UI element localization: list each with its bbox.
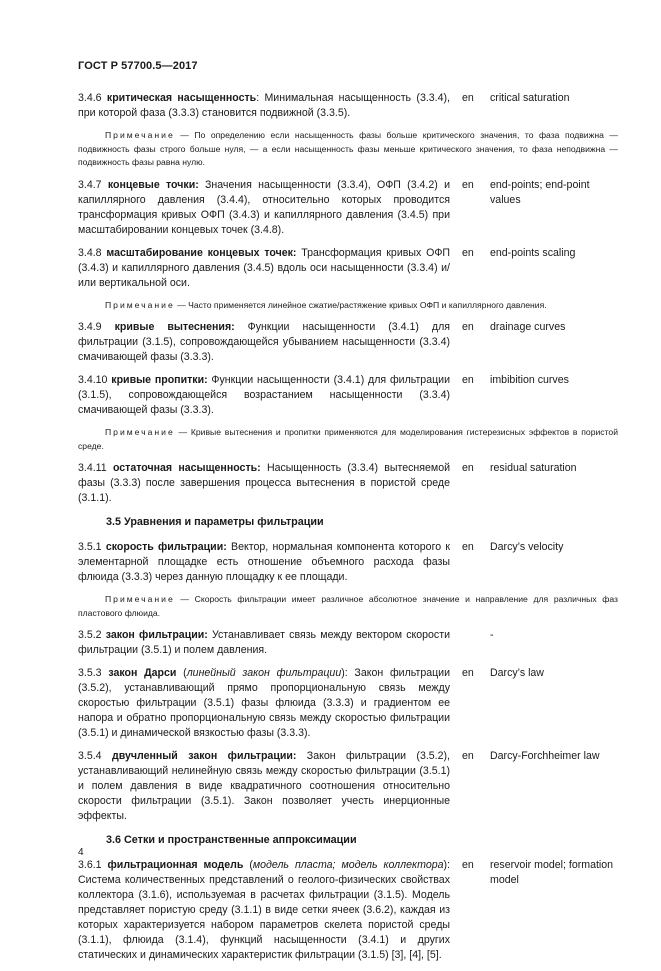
term-name: остаточная насыщенность: [112,462,261,474]
term-entry-3-4-7 [78,178,618,238]
term-synonym: модель пласта; модель коллектора [252,859,444,871]
term-synonym: линейный закон фильтрации [186,667,342,679]
term-entry-3-4-6 [78,91,618,121]
language-marker: en [462,246,474,259]
note-tag: Примечание [105,299,175,310]
language-marker: en [462,462,474,474]
term-name: концевые точки: [107,178,199,191]
note-text: — По определению если насыщенность фазы больше критического значения, то фаза подвижна — подвижность фазы строго больше нуля, — а если насыщенность фазы меньше критического значения, то фаза неподвижна — подвижность фазы равна нулю. [78,130,618,167]
language-marker: en [462,178,474,191]
english-term: Darcy-Forchheimer law [490,750,600,762]
term-text: Устанавливает связь между вектором скорости фильтрации (3.5.1) и полем давления. [78,629,450,656]
term-definition [78,178,450,238]
note-tag: Примечание [105,427,175,437]
term-name: критическая насыщенность [106,92,257,104]
term-entry-3-6-1 [78,858,618,963]
term-number: 3.4.9 [78,321,102,333]
note-text: — Часто применяется линейное сжатие/растяжение кривых ОФП и капиллярного давления. [174,299,547,310]
section-heading-3-6: 3.6 Сетки и пространственные аппроксимации [106,834,357,846]
term-entry-3-5-2 [78,628,618,658]
note [78,593,618,620]
language-marker: en [462,750,474,762]
language-marker: en [462,859,474,871]
term-definition [78,320,450,365]
term-text: Трансформация кривых ОФП (3.4.3) и капиллярного давления (3.4.5) вдоль оси насыщенности (3.3.4) и/или вертикальной оси. [78,246,450,289]
note-tag: Примечание [105,594,175,604]
term-number: 3.4.10 [78,374,108,386]
term-definition [78,91,450,121]
language-marker [462,628,490,658]
term-text: : Минимальная насыщенность (3.3.4), при которой фаза (3.3.3) становится подвижной (3.3.5). [78,92,450,119]
term-number: 3.4.11 [78,462,107,474]
english-term: drainage curves [490,321,566,333]
english-term: end-points scaling [490,246,576,259]
term-number: 3.5.4 [78,750,102,762]
language-marker: en [462,667,474,679]
english-term: - [490,629,494,641]
term-name: закон Дарси [108,667,177,679]
term-name: фильтрационная модель [107,859,244,871]
term-number: 3.5.3 [78,667,102,679]
term-entry-3-5-3 [78,666,618,741]
note-text: — Скорость фильтрации имеет различное абсолютное значение и направление для различных фаз пластового флюида. [78,594,618,618]
term-entry-3-4-8 [78,246,618,291]
term-text: : Закон фильтрации (3.5.2), устанавливающий прямо пропорциональную связь между скоростью фильтрации (3.5.1) фазы флюида (3.3.3) и градиентом ее напора и обратно пропорциональную связь между скоростью фильтрации (3.5.1) и динамической вязкостью фазы (3.3.3). [78,667,451,739]
term-text: Функции насыщенности (3.4.1) для фильтрации (3.1.5), сопровождающейся убыванием насыщенности (3.3.4) смачивающей фазы (3.3.3). [78,321,450,363]
term-number: 3.4.7 [78,178,102,191]
english-term: residual saturation [490,462,577,474]
note [78,426,618,453]
term-entry-3-4-9 [78,320,618,365]
note [78,129,618,170]
term-number: 3.6.1 [78,859,102,871]
term-text: : Система количественных представлений о геолого-физических свойствах коллектора (3.1.6), используемая в расчетах фильтрации (3.1.5). Модель представляет пористую среду (3.1.1) в виде сетки ячеек (3.6.2), каждая из которых характеризуется набором параметров скелета пористой среды (3.1.1), флюида (3.1.4), функций насыщенности (3.4.1) и других статических и динамических характеристик фильтрации (3.1.5) [3], [4], [5]. [78,859,450,961]
term-text: Насыщенность (3.3.4) вытесняемой фазы (3.3.3) после завершения процесса вытеснения в пористой среде (3.1.1). [78,462,451,504]
english-term: reservoir model; formation model [490,859,614,886]
term-definition [78,461,450,506]
term-number: 3.4.8 [78,246,102,259]
section-heading-3-5: 3.5 Уравнения и параметры фильтрации [106,516,324,528]
term-name: масштабирование концевых точек: [106,246,297,259]
term-text: Функции насыщенности (3.4.1) для фильтрации (3.1.5), сопровождающейся возрастанием насыщенности (3.3.4) смачивающей фазы (3.3.3). [78,374,450,416]
term-name: скорость фильтрации: [105,541,227,553]
english-term: imbibition curves [490,374,569,386]
page-number: 4 [78,847,84,858]
term-entry-3-5-4 [78,749,618,824]
language-marker: en [462,92,474,104]
page-content [78,91,618,971]
term-definition: 3.5.3 закон Дарси (линейный закон фильтрации): Закон фильтрации (3.5.2), устанавливающий прямо пропорциональную связь между скоростью фильтрации (3.5.1) фазы флюида (3.3.3) и градиентом ее напора и обратно пропорциональную связь между скоростью фильтрации (3.5.1) и динамической вязкостью фазы (3.3.3). [78,667,451,739]
term-name: кривые вытеснения: [114,321,235,333]
english-term: end-points; end-point values [490,178,590,206]
term-entry-3-5-1 [78,540,618,585]
english-term: Darcy’s law [490,667,544,679]
term-name: двучленный закон фильтрации: [111,750,297,762]
term-definition [78,246,450,291]
term-name: закон фильтрации: [105,629,208,641]
note [78,299,618,313]
term-text: Вектор, нормальная компонента которого к элементарной площадке есть отношение объемного расхода фазы флюида (3.3.3) через данную площадку к ее площади. [78,541,450,583]
term-entry-3-4-10 [78,373,618,418]
term-text: Значения насыщенности (3.3.4), ОФП (3.4.2) и капиллярного давления (3.4.4), относительно которых проводится трансформация кривых ОФП (3.4.3) и капиллярного давления (3.4.5) при масштабировании концевых точек (3.4.8). [78,178,450,236]
language-marker: en [462,321,474,333]
term-text: Закон фильтрации (3.5.2), устанавливающий нелинейную связь между скоростью фильтрации (3.5.1) и полем давления в виде квадратичного соотношения относительно скорости фильтрации (3.5.1). Закон позволяет учесть инерционные эффекты. [78,750,450,822]
term-entry-3-4-11 [78,461,618,506]
term-definition [78,628,450,658]
term-definition: 3.6.1 фильтрационная модель (модель пласта; модель коллектора): Система количественных представлений о геолого-физических свойствах коллектора (3.1.6), используемая в расчетах фильтрации (3.1.5). Модель представляет пористую среду (3.1.1) в виде сетки ячеек (3.6.2), каждая из которых характеризуется набором параметров скелета пористой среды (3.1.1), флюида (3.1.4), функций насыщенности (3.4.1) и других статических и динамических характеристик фильтрации (3.1.5) [3], [4], [5]. [78,859,450,961]
english-term: critical saturation [490,92,570,104]
note-text: — Кривые вытеснения и пропитки применяются для моделирования гистерезисных эффектов в пористой среде. [78,427,618,451]
language-marker: en [462,541,474,553]
language-marker: en [462,374,474,386]
term-name: кривые пропитки: [111,374,208,386]
term-number: 3.5.1 [78,541,102,553]
term-number: 3.4.6 [78,92,102,104]
term-definition [78,540,450,585]
note-tag: Примечание [105,130,175,140]
document-header: ГОСТ Р 57700.5—2017 [78,60,198,72]
english-term: Darcy’s velocity [490,541,564,553]
term-definition [78,749,450,824]
term-number: 3.5.2 [78,629,102,641]
term-definition [78,373,450,418]
